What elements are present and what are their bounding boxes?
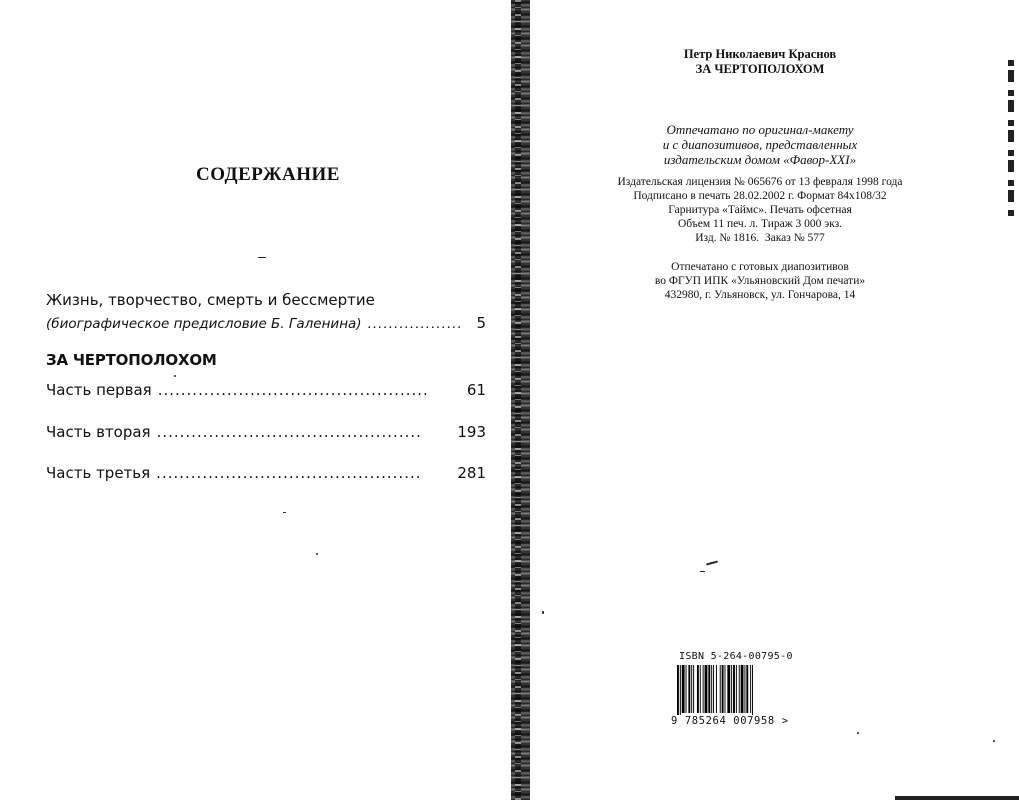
- toc-dot-leader: ...............................................: [157, 381, 429, 399]
- toc-part-label: Часть третья: [46, 464, 151, 482]
- toc-entry-part-two: [46, 423, 486, 441]
- toc-dot-leader: ..............................................: [156, 423, 422, 441]
- toc-section-heading: ЗА ЧЕРТОПОЛОХОМ: [46, 351, 217, 369]
- imprint-author-block: [600, 47, 920, 77]
- toc-entry-biography-title: Жизнь, творчество, смерть и бессмертие: [46, 291, 375, 309]
- license-block: [600, 175, 920, 245]
- toc-page-number: 5: [476, 314, 486, 332]
- license-line: Издательская лицензия № 065676 от 13 февраля 1998 года: [617, 176, 903, 188]
- printed-from-block: [600, 122, 920, 167]
- barcode-icon: [675, 665, 785, 717]
- license-line: Подписано в печать 28.02.2002 г. Формат 84x108/32: [633, 190, 887, 202]
- toc-dot-leader: ..................: [367, 316, 463, 332]
- license-line: Объем 11 печ. л. Тираж 3 000 экз.: [677, 218, 843, 230]
- page-edge-mark: [1008, 60, 1014, 220]
- printer-line: во ФГУП ИПК «Ульяновский Дом печати»: [654, 275, 866, 287]
- toc-page-number: 281: [457, 464, 486, 482]
- printer-line: Отпечатано с готовых диапозитивов: [671, 261, 849, 273]
- toc-page-number: 193: [457, 423, 486, 441]
- printed-from-line: издательским домом «Фавор-XXI»: [663, 152, 857, 167]
- toc-part-label: Часть вторая: [46, 423, 151, 441]
- page-edge-line: [895, 796, 1019, 800]
- license-line: Гарнитура «Таймс». Печать офсетная: [668, 204, 852, 216]
- toc-entry-part-one: [46, 381, 486, 399]
- toc-entry-biography-subtitle: [46, 314, 486, 332]
- printer-line: 432980, г. Ульяновск, ул. Гончарова, 14: [664, 289, 856, 301]
- isbn-label: ISBN 5-264-00795-0: [679, 651, 793, 662]
- toc-entry-subtitle-text: (биографическое предисловие Б. Галенина): [46, 316, 362, 332]
- toc-part-label: Часть первая: [46, 381, 152, 399]
- toc-dot-leader: ..............................................: [156, 464, 422, 482]
- imprint-book-title: ЗА ЧЕРТОПОЛОХОМ: [695, 62, 825, 76]
- printed-from-line: Отпечатано по оригинал-макету: [666, 122, 854, 137]
- toc-page-number: 61: [466, 381, 486, 399]
- license-line: Изд. № 1816. Заказ № 577: [695, 232, 825, 244]
- imprint-author-name: Петр Николаевич Краснов: [683, 47, 837, 61]
- toc-entry-part-three: [46, 464, 486, 482]
- contents-title: СОДЕРЖАНИЕ: [196, 164, 340, 185]
- barcode-digits: 9 785264 007958 >: [671, 715, 789, 727]
- printer-block: [600, 260, 920, 302]
- printed-from-line: и с диапозитивов, представленных: [662, 137, 858, 152]
